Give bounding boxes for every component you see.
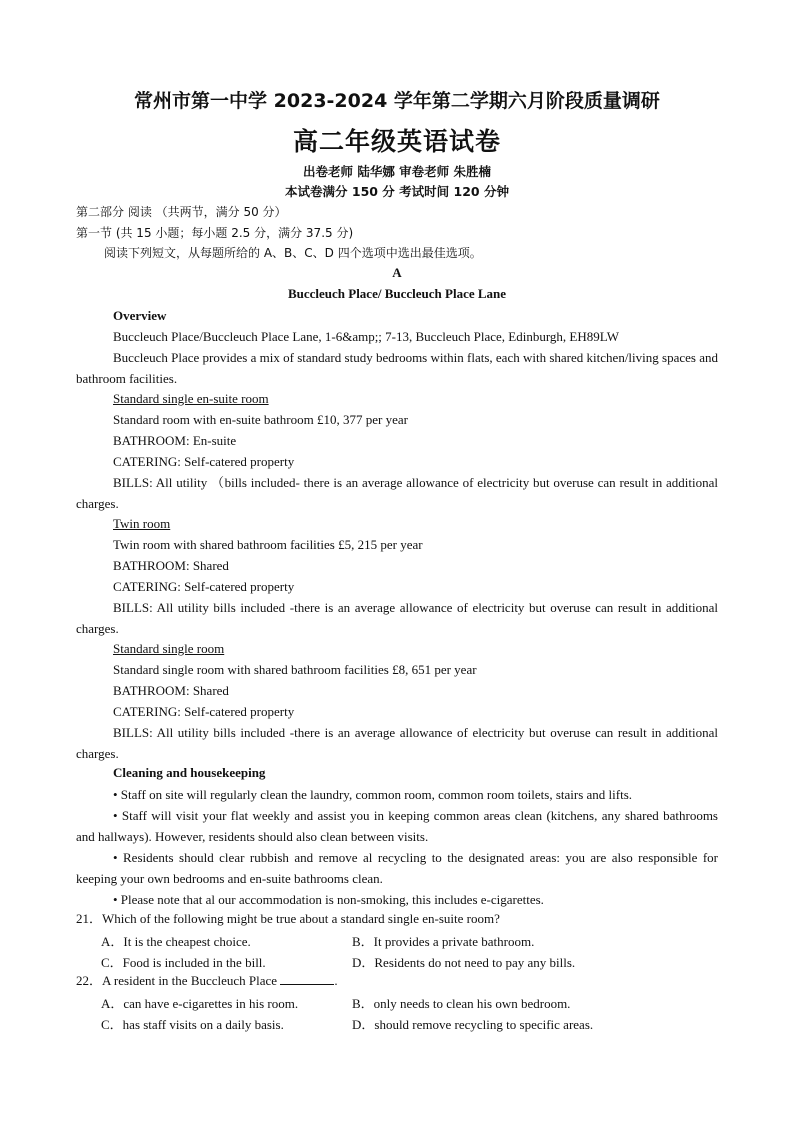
section-subpart: 第一节 (共 15 小题；每小题 2.5 分，满分 37.5 分) <box>76 226 354 240</box>
room-bills: BILLS: All utility （bills included- there is an average allowance of electricity but overuse can result in additional charges. <box>76 475 718 511</box>
score-time-line: 本试卷满分 150 分 考试时间 120 分钟 <box>285 184 509 199</box>
cleaning-heading: Cleaning and housekeeping <box>113 765 266 780</box>
room-catering: CATERING: Self-catered property <box>113 704 295 719</box>
question-option: D．Residents do not need to pay any bills. <box>352 955 576 970</box>
room-catering: CATERING: Self-catered property <box>113 579 295 594</box>
intro-paragraph: Buccleuch Place provides a mix of standard study bedrooms within flats, each with shared kitchen/living spaces and bathroom facilities. <box>76 350 718 386</box>
question-option: B．only needs to clean his own bedroom. <box>352 996 571 1011</box>
question-option: C．Food is included in the bill. <box>101 955 266 970</box>
question-stem: 21．Which of the following might be true about a standard single en-suite room? <box>76 911 500 926</box>
question-option: D．should remove recycling to specific areas. <box>352 1017 594 1032</box>
room-bills: BILLS: All utility bills included -there is an average allowance of electricity but overuse can result in additional charges. <box>76 600 718 636</box>
room-heading: Standard single en-suite room <box>113 391 269 406</box>
school-title: 常州市第一中学 2023-2024 学年第二学期六月阶段质量调研 <box>134 90 660 112</box>
cleaning-item: • Residents should clear rubbish and remove al recycling to the designated areas: you are also responsible for keeping your own bedrooms and en-suite bathrooms clean. <box>76 850 718 886</box>
overview-heading: Overview <box>113 308 167 323</box>
exam-title: 高二年级英语试卷 <box>292 127 501 156</box>
question-option: A．can have e-cigarettes in his room. <box>101 996 299 1011</box>
question-option: A．It is the cheapest choice. <box>101 934 251 949</box>
room-bathroom: BATHROOM: Shared <box>113 683 229 698</box>
room-description: Twin room with shared bathroom facilities £5, 215 per year <box>113 537 423 552</box>
room-description: Standard single room with shared bathroom facilities £8, 651 per year <box>113 662 477 677</box>
room-heading: Standard single room <box>113 641 225 656</box>
answer-blank <box>280 972 334 985</box>
section-part: 第二部分 阅读 （共两节，满分 50 分） <box>76 205 287 219</box>
room-bills: BILLS: All utility bills included -there is an average allowance of electricity but overuse can result in additional charges. <box>76 725 718 761</box>
section-instruction: 阅读下列短文，从每题所给的 A、B、C、D 四个选项中选出最佳选项。 <box>104 246 482 260</box>
cleaning-item: • Please note that al our accommodation is non-smoking, this includes e-cigarettes. <box>113 892 544 907</box>
cleaning-item: • Staff on site will regularly clean the laundry, common room, common room toilets, stairs and lifts. <box>113 787 633 802</box>
question-option: B．It provides a private bathroom. <box>352 934 535 949</box>
passage-letter: A <box>392 265 402 280</box>
passage-title: Buccleuch Place/ Buccleuch Place Lane <box>287 286 507 301</box>
room-bathroom: BATHROOM: Shared <box>113 558 229 573</box>
room-catering: CATERING: Self-catered property <box>113 454 295 469</box>
teachers-line: 出卷老师 陆华娜 审卷老师 朱胜楠 <box>302 164 492 179</box>
question-option: C．has staff visits on a daily basis. <box>101 1017 284 1032</box>
room-bathroom: BATHROOM: En-suite <box>113 433 237 448</box>
room-description: Standard room with en-suite bathroom £10, 377 per year <box>113 412 408 427</box>
room-heading: Twin room <box>113 516 171 531</box>
question-stem: 22．A resident in the Buccleuch Place . <box>76 973 338 988</box>
address-line: Buccleuch Place/Buccleuch Place Lane, 1-6&amp;; 7-13, Buccleuch Place, Edinburgh, EH89LW <box>113 329 619 344</box>
cleaning-item: • Staff will visit your flat weekly and assist you in keeping common areas clean (kitchens, any shared bathrooms and hallways). However, residents should also clean between visits. <box>76 808 718 844</box>
